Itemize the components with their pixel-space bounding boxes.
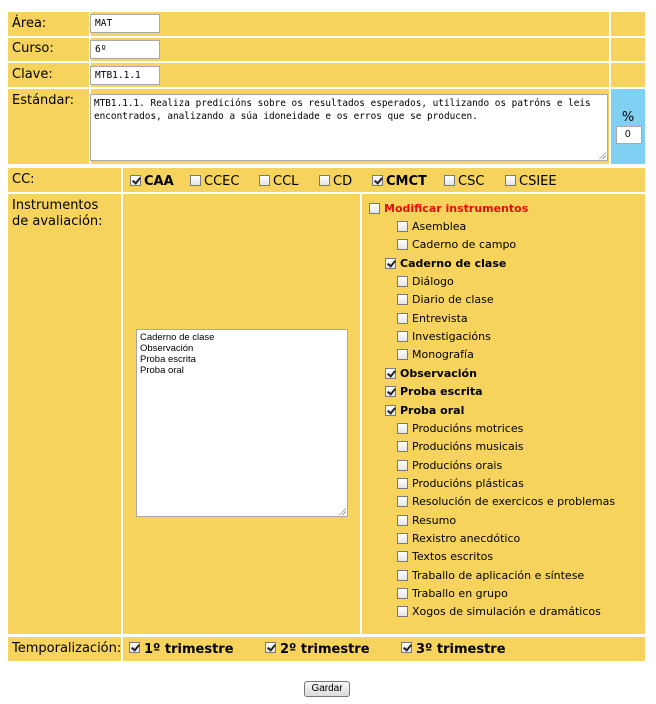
listbox-resize-grip-icon[interactable] — [338, 507, 346, 515]
instrumentos-label-line1: Instrumentos — [12, 198, 99, 213]
cc-label: CC: — [12, 172, 35, 187]
cc-option-label: CCEC — [204, 174, 240, 189]
cc-option-label: CMCT — [386, 174, 427, 189]
instrument-checkbox[interactable] — [397, 313, 408, 324]
trimestre-option-3[interactable] — [401, 642, 506, 657]
instrument-label: Xogos de simulación e dramáticos — [412, 605, 601, 618]
instrument-checkbox[interactable] — [397, 294, 408, 305]
instrument-checkbox[interactable] — [397, 533, 408, 544]
listbox-line: Caderno de clase — [140, 332, 215, 343]
trimestre-checkbox[interactable] — [401, 642, 412, 653]
estandar-textarea[interactable] — [90, 94, 608, 161]
trimestre-checkbox[interactable] — [129, 642, 140, 653]
instrument-label: Diálogo — [412, 275, 454, 288]
instrument-checkbox[interactable] — [385, 368, 396, 379]
instrument-label: Diario de clase — [412, 293, 494, 306]
cc-option-label: CCL — [273, 174, 299, 189]
save-button[interactable]: Gardar — [304, 681, 350, 697]
percent-input[interactable]: 0 — [616, 126, 642, 144]
cc-option-cd[interactable] — [319, 174, 352, 189]
instrument-option[interactable] — [397, 293, 494, 306]
instrument-option[interactable] — [397, 495, 615, 508]
instrument-option[interactable] — [397, 422, 523, 435]
area-label: Área: — [12, 16, 47, 31]
modify-instruments-option[interactable] — [369, 202, 528, 215]
instrumentos-label — [12, 198, 103, 230]
listbox-line: Proba escrita — [140, 354, 196, 365]
trimestre-label: 2º trimestre — [280, 642, 370, 657]
cc-option-label: CSC — [458, 174, 485, 189]
instrument-option[interactable] — [385, 385, 483, 398]
instrument-option[interactable] — [385, 367, 477, 380]
listbox-line: Proba oral — [140, 365, 184, 376]
instrument-checkbox[interactable] — [397, 221, 408, 232]
instrument-label: Caderno de clase — [400, 257, 507, 270]
instrument-label: Traballo de aplicación e síntese — [412, 569, 585, 582]
instrument-option[interactable] — [397, 459, 502, 472]
percent-label: % — [621, 110, 635, 125]
instrument-checkbox[interactable] — [385, 405, 396, 416]
cc-checkbox[interactable] — [259, 175, 270, 186]
instrument-label: Producións plásticas — [412, 477, 524, 490]
clave-label: Clave: — [12, 67, 53, 82]
instrument-label: Monografía — [412, 348, 474, 361]
instrument-label: Producións orais — [412, 459, 503, 472]
instrument-checkbox[interactable] — [397, 496, 408, 507]
instrumentos-label-line2: de avaliación: — [12, 214, 103, 229]
instrument-option[interactable] — [397, 514, 456, 527]
area-value-cell — [91, 12, 609, 36]
instrument-checkbox[interactable] — [397, 606, 408, 617]
estandar-text: MTB1.1.1. Realiza predicións sobre os resultados esperados, utilizando os patróns e leis encontrados, analizando a súa idoneidade e os erros que se producen. — [94, 98, 591, 122]
instrument-checkbox[interactable] — [397, 239, 408, 250]
instrument-checkbox[interactable] — [397, 515, 408, 526]
area-extra-cell — [611, 12, 645, 36]
instrument-checkbox[interactable] — [397, 478, 408, 489]
instrument-checkbox[interactable] — [397, 423, 408, 434]
cc-option-label: CSIEE — [519, 174, 557, 189]
curso-label: Curso: — [12, 41, 54, 56]
instrument-label: Rexistro anecdótico — [412, 532, 521, 545]
instrument-label: Traballo en grupo — [412, 587, 508, 600]
instrument-checkbox[interactable] — [397, 570, 408, 581]
instrument-label: Proba escrita — [400, 385, 483, 398]
trimestre-option-1[interactable] — [129, 642, 234, 657]
instrument-label: Textos escritos — [412, 550, 494, 563]
cc-option-label: CAA — [144, 174, 174, 189]
modify-instruments-label: Modificar instrumentos — [384, 202, 529, 215]
temporalizacion-label: Temporalización: — [12, 641, 122, 656]
cc-option-cmct[interactable] — [372, 174, 427, 189]
resize-grip-icon[interactable] — [598, 151, 606, 159]
area-input[interactable]: MAT — [90, 14, 160, 33]
cc-checkbox[interactable] — [372, 175, 383, 186]
cc-checkbox[interactable] — [190, 175, 201, 186]
trimestre-checkbox[interactable] — [265, 642, 276, 653]
cc-checkbox[interactable] — [319, 175, 330, 186]
instrument-option[interactable] — [397, 587, 508, 600]
instrument-checkbox[interactable] — [397, 551, 408, 562]
instrumentos-label-cell — [8, 194, 121, 634]
instrument-label: Entrevista — [412, 312, 468, 325]
instrument-option[interactable] — [397, 550, 493, 563]
instrument-label: Resolución de exercicos e problemas — [412, 495, 616, 508]
instrument-label: Producións motrices — [412, 422, 524, 435]
instrument-label: Proba oral — [400, 404, 465, 417]
clave-value-cell — [91, 63, 609, 87]
trimestre-label: 3º trimestre — [416, 642, 506, 657]
cc-checkbox[interactable] — [444, 175, 455, 186]
curso-extra-cell — [611, 38, 645, 61]
cc-option-label: CD — [333, 174, 353, 189]
instrument-label: Asemblea — [412, 220, 467, 233]
trimestre-label: 1º trimestre — [144, 642, 234, 657]
instrument-checkbox[interactable] — [397, 441, 408, 452]
cc-option-csiee[interactable] — [505, 174, 557, 189]
selected-instruments-lines — [140, 332, 344, 376]
instrument-option[interactable] — [397, 532, 520, 545]
trimestre-option-2[interactable] — [265, 642, 370, 657]
cc-option-ccec[interactable] — [190, 174, 239, 189]
cc-option-caa[interactable] — [130, 174, 174, 189]
instrument-checkbox[interactable] — [385, 258, 396, 269]
estandar-label: Estándar: — [12, 93, 75, 108]
instrument-label: Producións musicais — [412, 440, 524, 453]
modify-instruments-checkbox[interactable] — [369, 203, 380, 214]
instrument-checkbox[interactable] — [397, 588, 408, 599]
instrument-checkbox[interactable] — [397, 331, 408, 342]
instrument-option[interactable] — [385, 257, 506, 270]
clave-input[interactable]: MTB1.1.1 — [90, 66, 160, 85]
cc-option-csc[interactable] — [444, 174, 484, 189]
instrument-option[interactable] — [397, 440, 524, 453]
instrument-checkbox[interactable] — [397, 460, 408, 471]
instrument-label: Caderno de campo — [412, 238, 517, 251]
instrument-label: Resumo — [412, 514, 457, 527]
instrument-option[interactable] — [397, 312, 468, 325]
instrument-option[interactable] — [397, 238, 516, 251]
instrument-option[interactable] — [397, 330, 491, 343]
cc-checkbox[interactable] — [130, 175, 141, 186]
cc-checkbox[interactable] — [505, 175, 516, 186]
instrument-option[interactable] — [397, 605, 601, 618]
instrument-option[interactable] — [397, 569, 584, 582]
cc-option-ccl[interactable] — [259, 174, 298, 189]
listbox-line: Observación — [140, 343, 194, 354]
instrument-option[interactable] — [397, 477, 524, 490]
clave-extra-cell — [611, 63, 645, 87]
instrument-label: Investigacións — [412, 330, 491, 343]
instrument-option[interactable] — [397, 275, 454, 288]
instrument-option[interactable] — [397, 348, 474, 361]
instrument-checkbox[interactable] — [385, 386, 396, 397]
selected-instruments-listbox[interactable] — [136, 329, 348, 517]
curso-input[interactable]: 6º — [90, 40, 160, 59]
instrument-checkbox[interactable] — [397, 276, 408, 287]
instrument-checkbox[interactable] — [397, 349, 408, 360]
instrument-label: Observación — [400, 367, 477, 380]
instrument-option[interactable] — [385, 404, 464, 417]
curso-value-cell — [91, 38, 609, 61]
instrument-option[interactable] — [397, 220, 466, 233]
